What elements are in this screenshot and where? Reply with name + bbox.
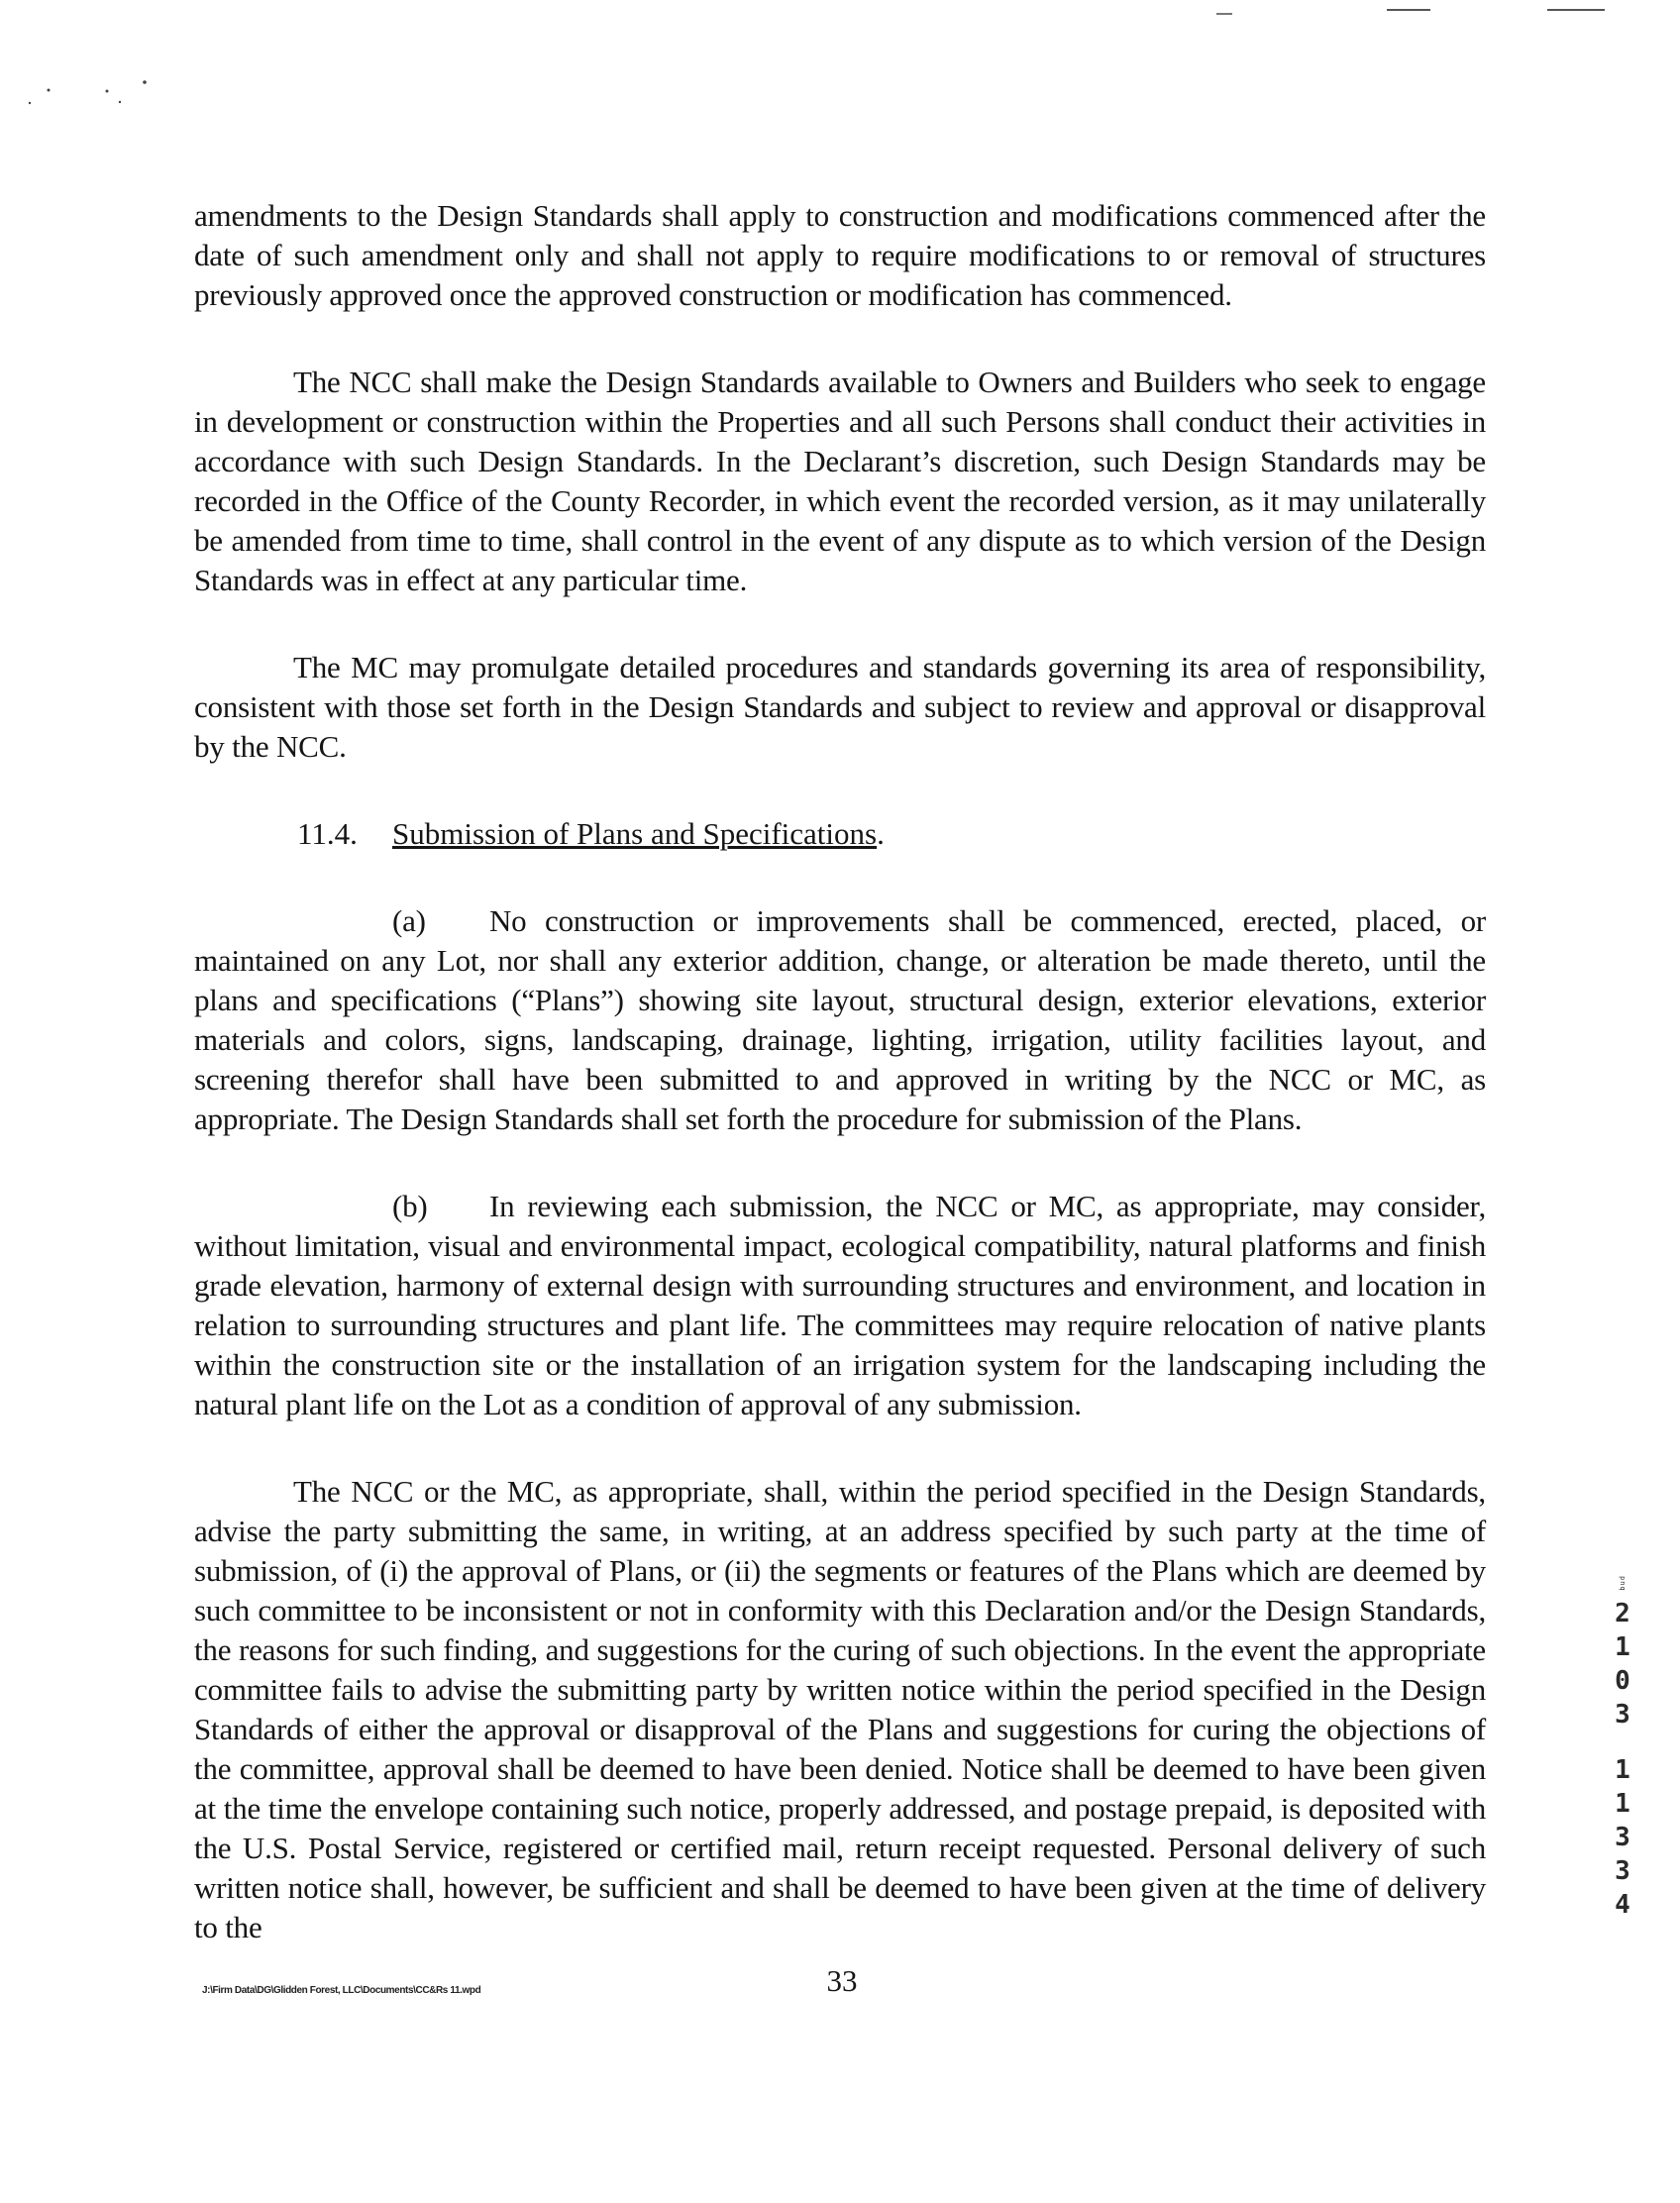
stamp-group-1: [1615, 1597, 1630, 1731]
item-b: [194, 1187, 1486, 1424]
section-number: 11.4.: [297, 816, 358, 851]
item-a-text: No construction or improvements shall be commenced, erected, placed, or maintained on any Lot, nor shall any exterior addition, change, or alteration be made thereto, until the plans and specifications (“Plans”) showing site layout, structural design, exterior elevations, exterior materials and colors, signs, landscaping, drainage, lighting, irrigation, utility facilities layout, and screening therefor shall have been submitted to and approved in writing by the NCC or MC, as appropriate. The Design Standards shall set forth the procedure for submission of the Plans.: [194, 903, 1486, 1136]
paragraph-mc-procedures: The MC may promulgate detailed procedures and standards governing its area of responsibility, consistent with those set forth in the Design Standards and subject to review and approval or disapproval by the NCC.: [194, 650, 1486, 764]
paragraph-committee-notice: The NCC or the MC, as appropriate, shall, within the period specified in the Design Standards, advise the party submitting the same, in writing, at an address specified by such party at the time of submission, of (i) the approval of Plans, or (ii) the segments or features of the Plans which are deemed by such committee to be inconsistent or not in conformity with this Declaration and/or the Design Standards, the reasons for such finding, and suggestions for the curing of such objections. In the event the appropriate committee fails to advise the submitting party by written notice within the period specified in the Design Standards of either the approval or disapproval of the Plans and suggestions for curing the objections of the committee, approval shall be deemed to have been denied. Notice shall be deemed to have been given at the time the envelope containing such notice, properly addressed, and postage prepaid, is deposited with the U.S. Postal Service, registered or certified mail, return receipt requested. Personal delivery of such written notice shall, however, be sufficient and shall be deemed to have been given at the time of delivery to the: [194, 1474, 1486, 1944]
stamp-digit: 1: [1615, 1754, 1630, 1785]
stamp-digit: 1: [1615, 1631, 1630, 1662]
stamp-digit: 3: [1615, 1855, 1630, 1886]
stamp-digit: 4: [1615, 1889, 1630, 1920]
section-title-period: .: [877, 816, 885, 851]
stamp-top-mark: bud: [1619, 1575, 1627, 1591]
item-a: [194, 901, 1486, 1139]
document-page: [194, 196, 1486, 1995]
recording-stamp: [1599, 1575, 1646, 1922]
scan-speck-1: [48, 89, 51, 92]
footer-file-path: J:\Firm Data\DG\Glidden Forest, LLC\Documents\CC&Rs 11.wpd: [202, 1985, 481, 1996]
stamp-digit: 2: [1615, 1598, 1630, 1628]
section-title: Submission of Plans and Specifications: [392, 816, 878, 851]
paragraph-amendments: amendments to the Design Standards shall apply to construction and modifications commenced after the date of such amendment only and shall not apply to require modifications to or removal of structures previously approved once the approved construction or modification has commenced.: [194, 198, 1486, 312]
item-a-label: (a): [392, 903, 426, 938]
stamp-group-2: [1615, 1753, 1630, 1922]
stamp-digit: 0: [1615, 1665, 1630, 1696]
item-b-text: In reviewing each submission, the NCC or MC, as appropriate, may consider, without limitation, visual and environmental impact, ecological compatibility, natural platforms and finish grade elevation, harmony of external design with surrounding structures and environment, and location in relation to surrounding structures and plant life. The committees may require relocation of native plants within the construction site or the installation of an irrigation system for the landscaping including the natural plant life on the Lot as a condition of approval of any submission.: [194, 1189, 1486, 1421]
stamp-digit: 3: [1615, 1822, 1630, 1852]
scan-speck-5: [29, 102, 31, 104]
section-heading-11-4: [194, 814, 1486, 854]
item-b-label: (b): [392, 1189, 428, 1223]
scan-speck-3: [143, 80, 147, 84]
scan-speck-4: [119, 101, 121, 103]
paragraph-design-standards-availability: The NCC shall make the Design Standards available to Owners and Builders who seek to engage in development or construction within the Properties and all such Persons shall conduct their activities in accordance with such Design Standards. In the Declarant’s discretion, such Design Standards may be recorded in the Office of the County Recorder, in which event the recorded version, as it may unilaterally be amended from time to time, shall control in the event of any dispute as to which version of the Design Standards was in effect at any particular time.: [194, 365, 1486, 597]
page-number: 33: [826, 1963, 858, 1998]
stamp-digit: 3: [1615, 1699, 1630, 1730]
stamp-digit: 1: [1615, 1788, 1630, 1819]
scan-speck-2: [106, 90, 109, 93]
